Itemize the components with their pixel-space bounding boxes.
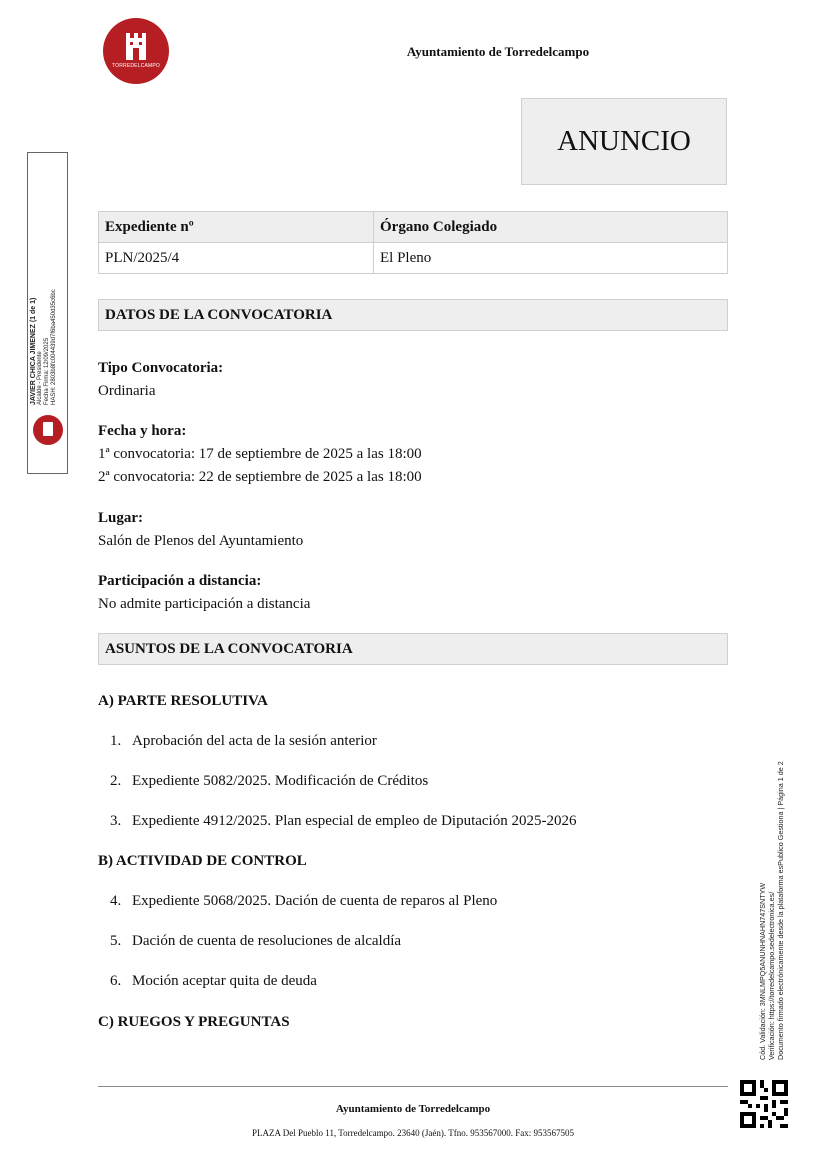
table-header-row [99,212,728,243]
value-organo: El Pleno [374,243,728,274]
footer-divider [98,1086,728,1087]
signer-name: JAVIER CHICA JIMENEZ (1 de 1) [30,297,37,405]
list-item [110,813,576,830]
signature-text [30,145,66,405]
logo-text: TORREDELCAMPO [111,63,161,69]
value-expediente: PLN/2025/4 [99,243,374,274]
item-number: 2. [110,773,122,789]
list-item [110,733,377,750]
part-b-title: B) ACTIVIDAD DE CONTROL [98,853,307,869]
item-text: Aprobación del acta de la sesión anterior [132,733,377,749]
section-asuntos: ASUNTOS DE LA CONVOCATORIA [98,633,728,665]
item-number: 4. [110,893,122,909]
ayuntamiento-logo [103,18,169,84]
announcement-title: ANUNCIO [521,98,727,185]
footer-address: PLAZA Del Pueblo 11, Torredelcampo. 23640 (Jaén). Tfno. 953567000. Fax: 953567505 [252,1128,574,1138]
table-row [99,243,728,274]
verification-code: Cód. Validación: 3MNLMPQ5ANUNHNAHN747SNTYW [758,882,767,1060]
item-number: 3. [110,813,122,829]
signature-hash: HASH: 2803b8fc004439d7f6ba450d35c6bc [51,289,57,405]
item-number: 1. [110,733,122,749]
verification-note: Documento firmado electrónicamente desde la plataforma esPublico Gestiona | Página 1 de 2 [776,761,785,1060]
fecha-second: 2ª convocatoria: 22 de septiembre de 2025 a las 18:00 [98,469,422,485]
header-expediente: Expediente nº [99,212,374,243]
verification-url: Verificación: https://torredelcampo.sedelectronica.es/ [767,891,776,1060]
item-number: 5. [110,933,122,949]
item-text: Expediente 4912/2025. Plan especial de empleo de Diputación 2025-2026 [132,813,577,829]
lugar-label: Lugar: [98,510,143,526]
qr-code-icon [740,1080,788,1128]
header-title: Ayuntamiento de Torredelcampo [406,44,590,59]
signature-box [27,152,68,474]
expediente-table [98,211,728,274]
signature-date: Fecha Firma: 12/09/2025 [44,337,50,405]
item-text: Expediente 5082/2025. Modificación de Créditos [132,773,429,789]
item-text: Dación de cuenta de resoluciones de alcaldía [132,933,402,949]
fecha-first: 1ª convocatoria: 17 de septiembre de 2025 a las 18:00 [98,446,422,462]
part-c-title: C) RUEGOS Y PREGUNTAS [98,1014,290,1030]
participacion-label: Participación a distancia: [98,573,262,589]
item-text: Moción aceptar quita de deuda [132,973,317,989]
lugar-value: Salón de Plenos del Ayuntamiento [98,533,304,549]
participacion-value: No admite participación a distancia [98,596,311,612]
tipo-value: Ordinaria [98,383,156,399]
section-datos: DATOS DE LA CONVOCATORIA [98,299,728,331]
seal-icon [33,415,63,445]
list-item [110,973,317,990]
item-number: 6. [110,973,122,989]
part-a-title: A) PARTE RESOLUTIVA [98,693,268,709]
list-item [110,933,401,950]
tower-icon [124,30,148,60]
item-text: Expediente 5068/2025. Dación de cuenta de reparos al Pleno [132,893,498,909]
list-item [110,773,428,790]
header-organo: Órgano Colegiado [374,212,728,243]
signer-role: Alcalde - Presidente [37,351,43,405]
list-item [110,893,497,910]
tipo-label: Tipo Convocatoria: [98,360,224,376]
fecha-label: Fecha y hora: [98,423,187,439]
footer-title: Ayuntamiento de Torredelcampo [335,1103,491,1115]
verification-text [758,740,786,1060]
